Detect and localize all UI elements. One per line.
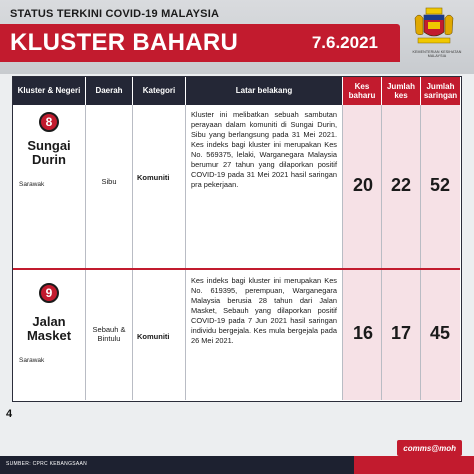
total-screening-value: 45 [429,323,451,343]
total-cases-value: 17 [390,323,412,343]
cluster-number-badge: 9 [39,283,59,303]
table-row [13,270,460,400]
title-bar [0,24,400,62]
background-text: Kes indeks bagi kluster ini merupakan Kes No. 619395, perempuan, Warganegara Malaysia berusia 28 tahun dari Jalan Masket, Sebauh yang dilaporkan positif COVID-19 pada 7 Jun 2021 hasil saringan individu bergejala. Kes mula bergejala pada 26 Mei 2021. [191,276,337,346]
cluster-number-badge: 8 [39,112,59,132]
total-cases-value: 22 [390,175,412,195]
source-label: SUMBER: CPRC KEBANGSAAN [6,461,88,467]
footer-accent [354,456,474,474]
coat-of-arms-icon [412,6,456,46]
district-value: Sebauh & Bintulu [92,325,126,344]
category-value: Komuniti [137,173,170,182]
new-cases-value: 20 [352,175,374,195]
total-screening-value: 52 [429,175,451,195]
state-label: Sarawak [19,357,45,364]
district-value: Sibu [101,177,117,186]
col-header-district: Daerah [86,77,132,105]
page-number: 4 [6,408,13,420]
status-heading: STATUS TERKINI COVID-19 MALAYSIA [10,8,220,20]
ministry-label: KEMENTERIAN KESIHATAN MALAYSIA [412,50,462,58]
new-cases-value: 16 [352,323,374,343]
comms-tag: comms@moh [397,440,462,456]
background-text: Kluster ini melibatkan sebuah sambutan perayaan dalam komuniti di Sungai Durin, Sibu yang berlangsung pada 31 Mei 2021. Kes indeks bagi kluster ini merupakan Kes No. 569375, lelaki, Warganegara Malaysia berumur 27 tahun yang dilaporkan positif COVID-19 pada 31 Mei 2021 hasil saringan pra pekerjaan. [191,110,337,190]
category-value: Komuniti [137,332,170,341]
cluster-name: Jalan Masket [26,314,72,343]
col-header-background: Latar belakang [186,77,342,105]
cluster-name: Sungai Durin [27,138,71,167]
page-title: KLUSTER BAHARU [10,29,239,56]
col-header-new-cases: Kes baharu [343,77,381,105]
col-header-total-cases: Jumlah kes [382,77,420,105]
state-label: Sarawak [19,181,45,188]
col-header-category: Kategori [133,77,185,105]
cluster-table [12,76,462,402]
date-label: 7.6.2021 [311,33,378,52]
col-header-cluster: Kluster & Negeri [13,77,85,105]
table-row [13,105,460,268]
col-header-total-screening: Jumlah saringan [421,77,460,105]
